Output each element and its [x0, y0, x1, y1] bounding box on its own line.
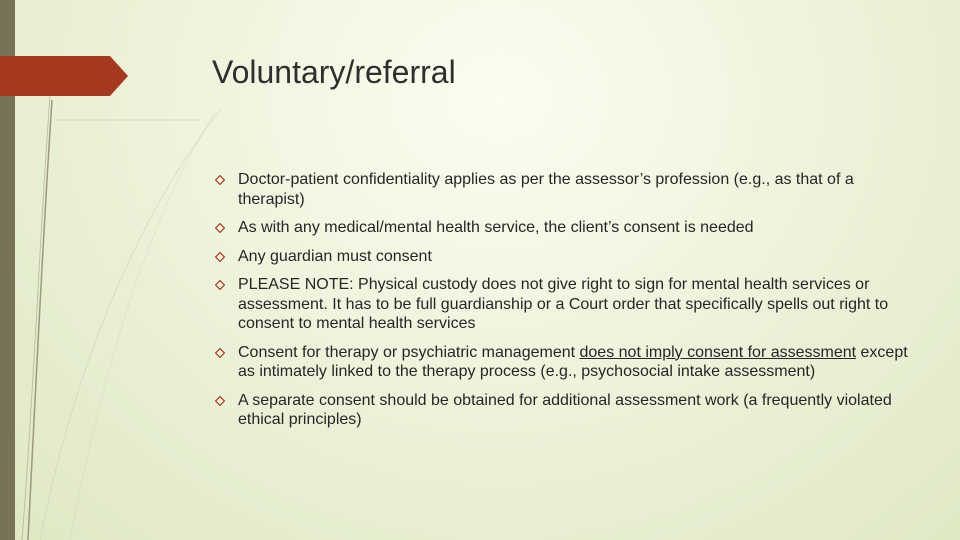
- diamond-outline-icon: [215, 252, 225, 262]
- bullet-text: PLEASE NOTE: Physical custody does not give right to sign for mental health services or assessment. It has to be full guardianship or a Court order that specifically spells out right to consent to mental health services: [238, 276, 889, 332]
- slide-title: Voluntary/referral: [212, 54, 456, 90]
- bullet-item: [212, 275, 912, 334]
- bullet-text: Doctor-patient confidentiality applies as per the assessor’s profession (e.g., as that of a therapist): [238, 171, 854, 208]
- diamond-outline-icon: [215, 175, 225, 185]
- diamond-outline-icon: [215, 223, 225, 233]
- bullet-text: Any guardian must consent: [238, 247, 432, 265]
- title-accent-tab: [0, 56, 128, 96]
- bullet-item: [212, 247, 912, 267]
- bullet-list: [212, 170, 912, 439]
- bullet-text-end: except as intimately linked to the therapy process (e.g., psychosocial intake assessment): [238, 343, 908, 380]
- bullet-item: [212, 343, 912, 382]
- bullet-item: [212, 391, 912, 430]
- bullet-text-underlined: does not imply consent for assessment: [579, 343, 857, 361]
- bullet-item: [212, 218, 912, 238]
- diamond-outline-icon: [215, 280, 225, 290]
- bullet-text: As with any medical/mental health service, the client’s consent is needed: [238, 219, 754, 236]
- diamond-outline-icon: [215, 396, 225, 406]
- diamond-outline-icon: [215, 348, 225, 358]
- bullet-text-start: Consent for therapy or psychiatric management: [238, 343, 580, 361]
- bullet-item: [212, 170, 912, 209]
- bullet-text: A separate consent should be obtained for additional assessment work (a frequently violated ethical principles): [238, 391, 892, 428]
